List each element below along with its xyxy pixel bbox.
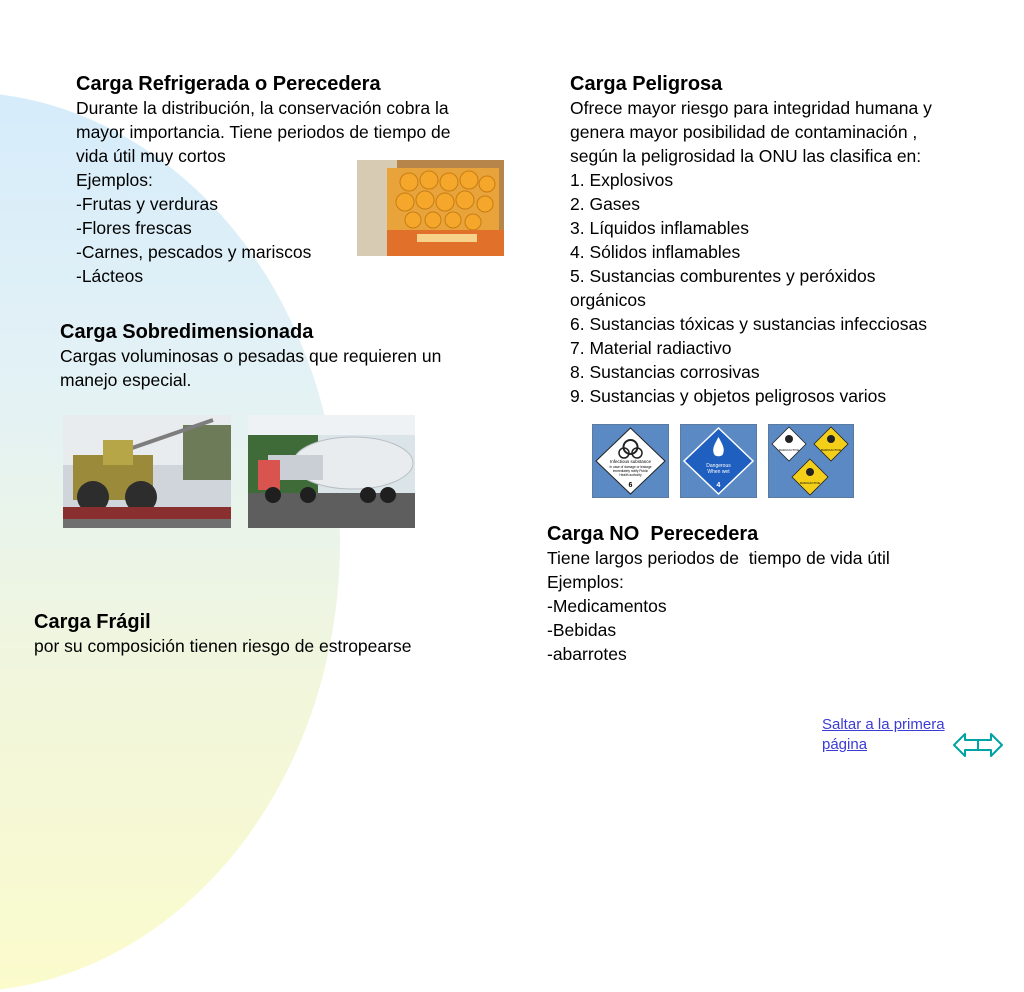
text-line: 4. Sólidos inflamables: [570, 242, 741, 262]
text-line: 3. Líquidos inflamables: [570, 218, 749, 238]
section-title: Carga NO Perecedera: [547, 523, 759, 545]
dangerous-cargo-section: [570, 72, 1010, 408]
svg-text:RADIOACTIVE: RADIOACTIVE: [799, 481, 821, 485]
text-line: genera mayor posibilidad de contaminación ,: [570, 122, 918, 142]
text-line: orgánicos: [570, 290, 646, 310]
infectious-substance-sign: [592, 424, 669, 498]
text-line: 1. Explosivos: [570, 170, 674, 190]
svg-text:In case of damage or leakage: In case of damage or leakage: [609, 465, 652, 469]
svg-text:RADIOACTIVE: RADIOACTIVE: [778, 448, 800, 452]
text-line: vida útil muy cortos: [76, 146, 226, 166]
radioactive-signs: [768, 424, 854, 498]
section-title: Carga Refrigerada o Perecedera: [76, 73, 381, 95]
non-perishable-cargo-section: [547, 522, 987, 666]
section-title: Carga Peligrosa: [570, 73, 723, 95]
forward-arrow-icon[interactable]: [976, 731, 1004, 759]
svg-text:4: 4: [716, 482, 721, 489]
fruit-crate-photo: [357, 160, 504, 256]
tank-truck-photo: [248, 415, 415, 528]
svg-text:6: 6: [628, 482, 633, 489]
svg-text:RADIOACTIVE: RADIOACTIVE: [820, 448, 842, 452]
text-line: manejo especial.: [60, 370, 192, 390]
text-line: 6. Sustancias tóxicas y sustancias infecciosas: [570, 314, 927, 334]
svg-text:Health authority: Health authority: [619, 473, 642, 477]
svg-text:When wet: When wet: [707, 469, 730, 475]
text-line: por su composición tienen riesgo de estropearse: [34, 636, 412, 656]
text-line: 9. Sustancias y objetos peligrosos varios: [570, 386, 887, 406]
section-title: Carga Sobredimensionada: [60, 321, 314, 343]
text-line: 5. Sustancias comburentes y peróxidos: [570, 266, 876, 286]
first-page-link[interactable]: Saltar a la primera página: [822, 716, 945, 753]
text-line: Cargas voluminosas o pesadas que requieren un: [60, 346, 442, 366]
text-line: Durante la distribución, la conservación cobra la: [76, 98, 449, 118]
text-line: Ejemplos:: [76, 170, 153, 190]
section-title: Carga Frágil: [34, 611, 151, 633]
text-line: -Carnes, pescados y mariscos: [76, 242, 312, 262]
text-line: Ofrece mayor riesgo para integridad humana y: [570, 98, 932, 118]
text-line: -Medicamentos: [547, 596, 667, 616]
dangerous-when-wet-sign: [680, 424, 757, 498]
text-line: -abarrotes: [547, 644, 627, 664]
crane-truck-photo: [63, 415, 231, 528]
oversized-cargo-section: [60, 320, 510, 392]
text-line: 2. Gases: [570, 194, 641, 214]
text-line: -Bebidas: [547, 620, 617, 640]
text-line: -Flores frescas: [76, 218, 192, 238]
text-line: 8. Sustancias corrosivas: [570, 362, 760, 382]
svg-text:Infectious substance: Infectious substance: [609, 459, 652, 464]
text-line: mayor importancia. Tiene periodos de tiempo de: [76, 122, 451, 142]
text-line: 7. Material radiactivo: [570, 338, 732, 358]
text-line: Tiene largos periodos de tiempo de vida útil: [547, 548, 890, 568]
fragile-cargo-section: [34, 610, 484, 658]
text-line: Ejemplos:: [547, 572, 624, 592]
svg-text:immediately notify Public: immediately notify Public: [612, 469, 649, 473]
text-line: según la peligrosidad la ONU las clasifica en:: [570, 146, 922, 166]
text-line: -Frutas y verduras: [76, 194, 218, 214]
svg-text:Dangerous: Dangerous: [706, 463, 731, 469]
text-line: -Lácteos: [76, 266, 144, 286]
